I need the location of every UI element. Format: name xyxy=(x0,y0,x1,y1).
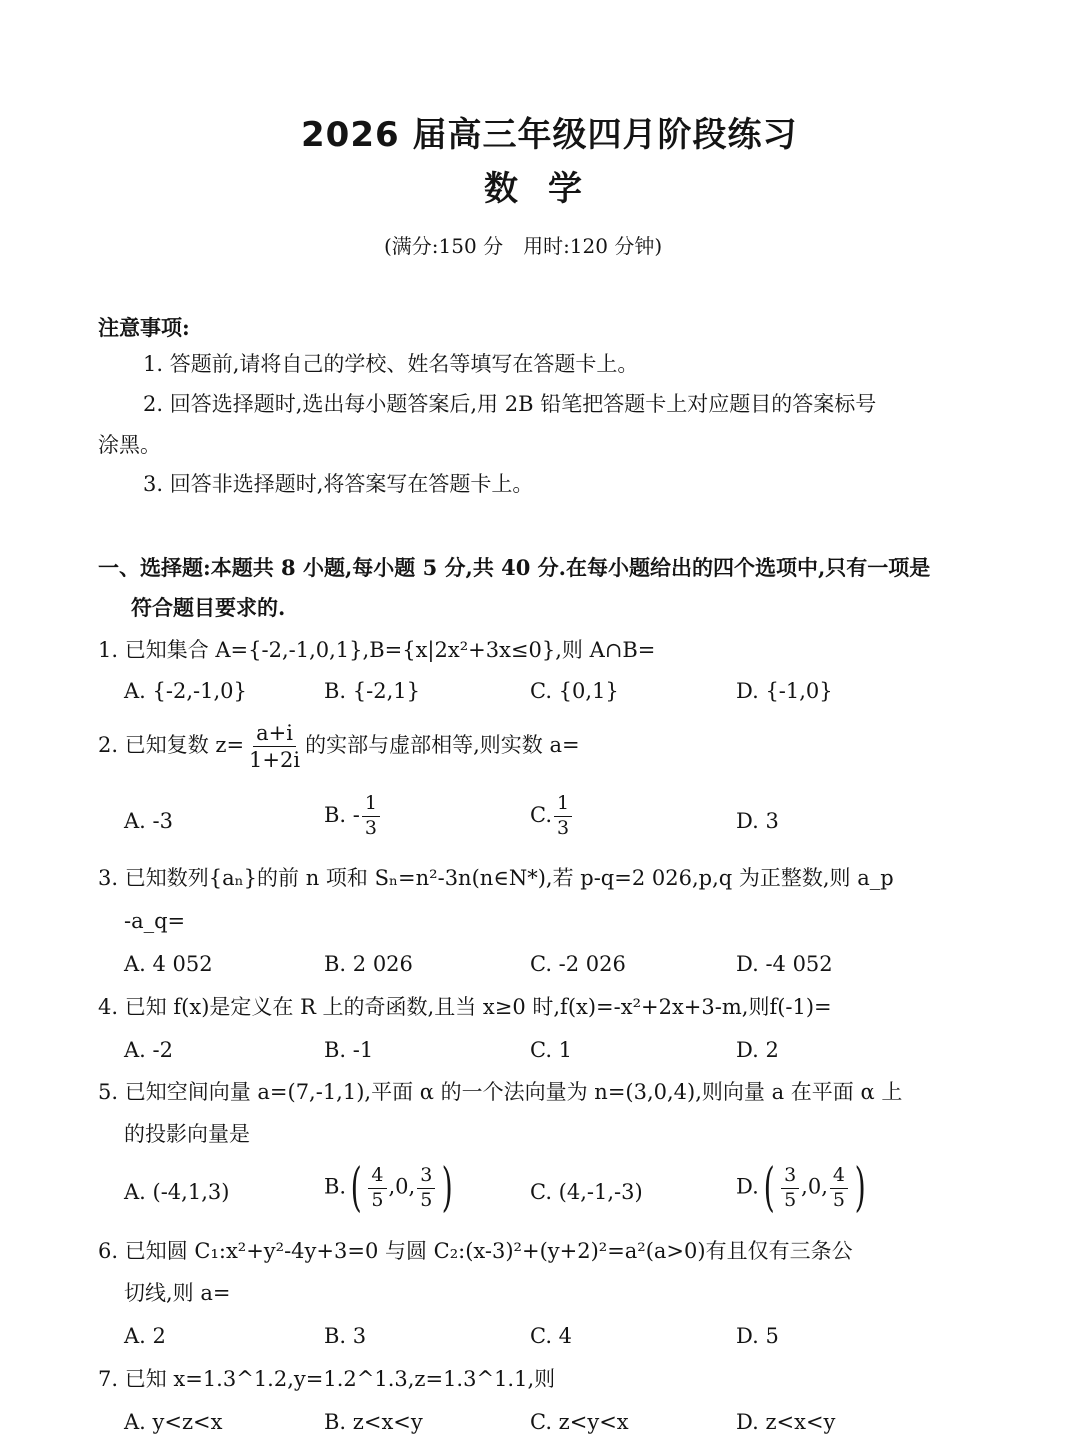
q3-option-b: B. 2 026 xyxy=(324,952,413,976)
q5-option-b-den1: 5 xyxy=(371,1188,384,1211)
q5-option-d-den2: 5 xyxy=(832,1188,845,1211)
q5-option-d-frac1 xyxy=(781,1163,799,1211)
q2-option-b-num: 1 xyxy=(362,794,380,817)
q2-option-b-den: 3 xyxy=(364,816,377,839)
question-5-stem: 5. 已知空间向量 a=(7,-1,1),平面 α 的一个法向量为 n=(3,0,4),则向量 a 在平面 α 上 xyxy=(98,1080,903,1104)
q5-option-d-den1: 5 xyxy=(784,1188,797,1211)
q6-option-a: A. 2 xyxy=(124,1324,166,1348)
q4-option-b: B. -1 xyxy=(324,1038,374,1062)
question-6-stem-cont: 切线,则 a= xyxy=(124,1281,231,1305)
q5-option-b-num2: 3 xyxy=(417,1166,435,1189)
question-1-stem: 1. 已知集合 A={-2,-1,0,1},B={x|2x²+3x≤0},则 A∩B= xyxy=(98,638,656,662)
q5-option-d-label: D. xyxy=(736,1174,759,1199)
notes-heading: 注意事项: xyxy=(98,315,190,340)
q5-option-c: C. (4,-1,-3) xyxy=(530,1180,643,1204)
q2-stem-pre: 2. 已知复数 z= xyxy=(98,733,245,758)
q5-option-d-num2: 4 xyxy=(830,1166,848,1189)
q5-option-d-rparen: ) xyxy=(854,1158,866,1218)
q6-option-d: D. 5 xyxy=(736,1324,779,1348)
q1-option-d: D. {-1,0} xyxy=(736,679,833,703)
q3-option-c: C. -2 026 xyxy=(530,952,626,976)
q3-option-a: A. 4 052 xyxy=(124,952,213,976)
q5-option-d-frac2 xyxy=(830,1163,848,1211)
subject-title: 数学 xyxy=(484,169,612,209)
q2-fraction xyxy=(246,722,303,771)
q7-option-d: D. z<x<y xyxy=(736,1410,836,1434)
q2-frac-denominator: 1+2i xyxy=(249,748,301,773)
q5-option-a: A. (-4,1,3) xyxy=(124,1180,230,1204)
q5-option-b-frac1 xyxy=(368,1163,386,1211)
q2-option-c-label: C. xyxy=(530,802,552,827)
q7-option-b: B. z<x<y xyxy=(324,1410,423,1434)
question-6-stem: 6. 已知圆 C₁:x²+y²-4y+3=0 与圆 C₂:(x-3)²+(y+2)²=a²(a>0)有且仅有三条公 xyxy=(98,1239,853,1263)
question-3-stem: 3. 已知数列{aₙ}的前 n 项和 Sₙ=n²-3n(n∈N*),若 p-q=2 026,p,q 为正整数,则 a_p xyxy=(98,866,894,890)
q5-option-b-den2: 5 xyxy=(420,1188,433,1211)
q5-option-b-mid: ,0, xyxy=(388,1174,416,1199)
q2-option-b-fraction xyxy=(362,794,380,839)
q2-option-c-fraction xyxy=(554,794,572,839)
q2-option-c-num: 1 xyxy=(554,794,572,817)
q7-option-a: A. y<z<x xyxy=(124,1410,223,1434)
q5-option-b-label: B. xyxy=(324,1174,347,1199)
q1-option-c: C. {0,1} xyxy=(530,679,619,703)
q5-option-b-num1: 4 xyxy=(368,1166,386,1189)
q2-option-a: A. -3 xyxy=(124,809,173,833)
exam-info: (满分:150 分 用时:120 分钟) xyxy=(384,234,663,258)
note-item-2-cont: 涂黑。 xyxy=(98,433,161,457)
q6-option-c: C. 4 xyxy=(530,1324,573,1348)
q2-option-c-den: 3 xyxy=(557,816,570,839)
note-item-1: 1. 答题前,请将自己的学校、姓名等填写在答题卡上。 xyxy=(143,352,639,376)
q2-option-c xyxy=(530,794,574,839)
q5-option-d-lparen: ( xyxy=(763,1158,775,1218)
exam-title: 2026 届高三年级四月阶段练习 xyxy=(301,115,798,155)
note-item-3: 3. 回答非选择题时,将答案写在答题卡上。 xyxy=(143,472,534,496)
q6-option-b: B. 3 xyxy=(324,1324,367,1348)
q4-option-d: D. 2 xyxy=(736,1038,779,1062)
q5-option-d-mid: ,0, xyxy=(801,1174,828,1199)
q2-stem-post: 的实部与虚部相等,则实数 a= xyxy=(305,733,580,758)
question-3-stem-cont: -a_q= xyxy=(124,909,186,933)
question-7-stem: 7. 已知 x=1.3^1.2,y=1.2^1.3,z=1.3^1.1,则 xyxy=(98,1367,556,1391)
q5-option-b-rparen: ) xyxy=(441,1158,454,1218)
q5-option-d xyxy=(736,1158,870,1218)
q4-option-a: A. -2 xyxy=(124,1038,173,1062)
question-4-stem: 4. 已知 f(x)是定义在 R 上的奇函数,且当 x≥0 时,f(x)=-x²+2x+3-m,则f(-1)= xyxy=(98,995,832,1019)
q4-option-c: C. 1 xyxy=(530,1038,573,1062)
q5-option-d-num1: 3 xyxy=(781,1166,799,1189)
section-heading-cont: 符合题目要求的. xyxy=(131,595,286,620)
question-5-stem-cont: 的投影向量是 xyxy=(124,1122,250,1146)
q5-option-b xyxy=(324,1158,458,1218)
q3-option-d: D. -4 052 xyxy=(736,952,833,976)
section-heading: 一、选择题:本题共 8 小题,每小题 5 分,共 40 分.在每小题给出的四个选项中,只有一项是 xyxy=(98,555,931,580)
q5-option-b-frac2 xyxy=(417,1163,435,1211)
q2-option-d: D. 3 xyxy=(736,809,779,833)
q2-frac-numerator: a+i xyxy=(253,722,296,747)
question-2-stem xyxy=(98,722,580,771)
q1-option-a: A. {-2,-1,0} xyxy=(124,679,247,703)
note-item-2: 2. 回答选择题时,选出每小题答案后,用 2B 铅笔把答题卡上对应题目的答案标号 xyxy=(143,392,877,416)
q7-option-c: C. z<y<x xyxy=(530,1410,629,1434)
q2-option-b-label: B. - xyxy=(324,802,360,827)
q1-option-b: B. {-2,1} xyxy=(324,679,420,703)
q5-option-b-lparen: ( xyxy=(350,1158,362,1218)
q2-option-b xyxy=(324,794,382,839)
